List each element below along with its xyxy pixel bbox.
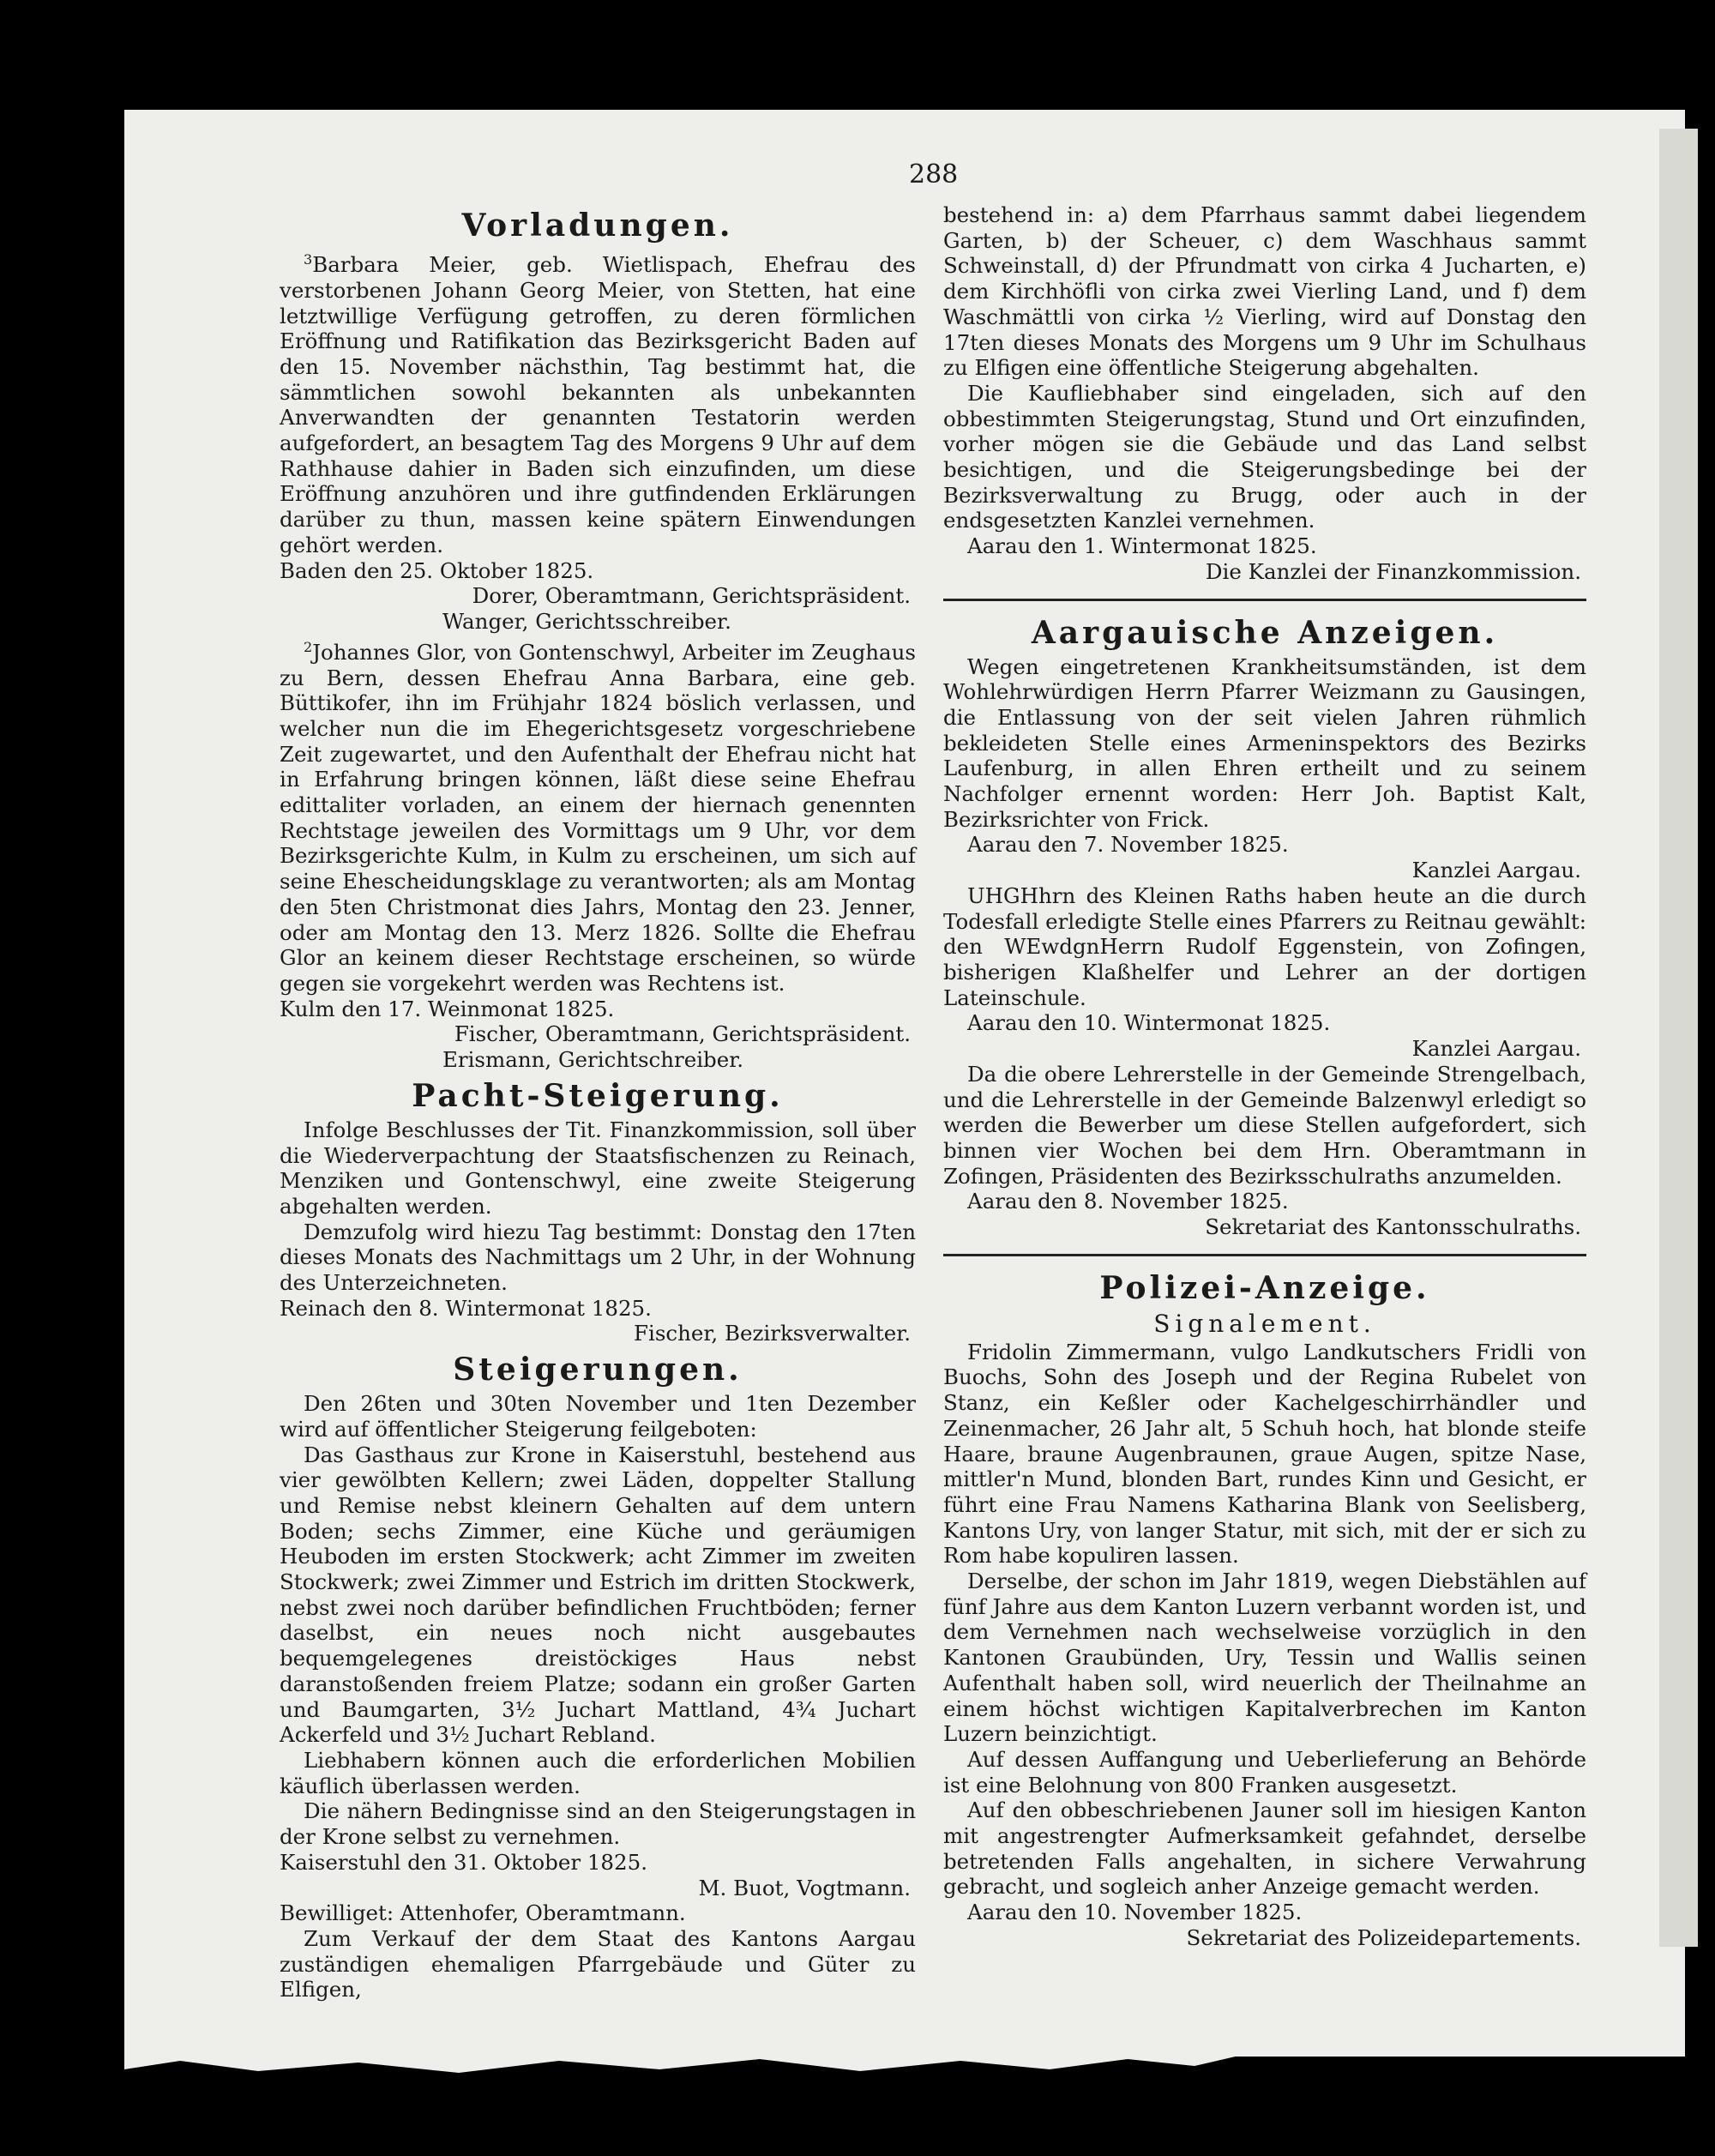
paragraph: Derselbe, der schon im Jahr 1819, wegen Diebstählen auf fünf Jahre aus dem Kanton Luzern verbannt worden ist, und dem Vernehmen nach wechselweise vorzüglich in den Kantonen Graubünden, Ury, Tessin und Wallis seinen Aufenthalt haben soll, wird neuerlich der Theilnahme an einem höchst wichtigen Kapitalverbrechen im Kanton Luzern beinzichtigt.: [943, 1569, 1586, 1747]
section-divider: [943, 599, 1586, 601]
paragraph: UHGHhrn des Kleinen Raths haben heute an die durch Todesfall erledigte Stelle eines Pfarrers zu Reitnau gewählt: den WEwdgnHerrn Rudolf Eggenstein, von Zofingen, bisherigen Klaßhelfer und Lehrer an der dortigen Lateinschule.: [943, 882, 1586, 1010]
dateline: Aarau den 10. Wintermonat 1825.: [967, 1010, 1331, 1036]
heading-steigerungen: Steigerungen.: [453, 1352, 743, 1388]
paragraph: Da die obere Lehrerstelle in der Gemeinde Strengelbach, und die Lehrerstelle in der Gemeinde Balzenwyl erledigt so werden die Bewerber um diese Stellen aufgefordert, sich binnen vier Wochen bei dem Hrn. Oberamtmann in Zofingen, Präsidenten des Bezirksschulraths anzumelden.: [943, 1061, 1586, 1189]
right-column: [943, 202, 1586, 1951]
signature: Wanger, Gerichtsschreiber.: [442, 609, 731, 634]
dateline: Aarau den 1. Wintermonat 1825.: [967, 533, 1317, 559]
dateline: Reinach den 8. Wintermonat 1825.: [280, 1295, 652, 1321]
signature: Dorer, Oberamtmann, Gerichtspräsident.: [472, 583, 911, 609]
notice-text: Barbara Meier, geb. Wietlispach, Ehefrau des verstorbenen Johann Georg Meier, von Stetten, hat eine letztwillige Verfügung getroffen, zu deren förmlichen Eröffnung und Ratifikation das Bezirksgericht Baden auf den 15. November nächsthin, Tag bestimmt hat, die sämmtlichen sowohl bekannten als unbekannten Anverwandten der genannten Testatorin werden aufgefordert, an besagtem Tag des Morgens 9 Uhr auf dem Rathhause dahier in Baden sich einzufinden, um diese Eröffnung anzuhören und ihre gutfindenden Erklärungen darüber zu thun, massen keine spätern Einwendungen gehört werden.: [280, 252, 916, 557]
subheading-signalement: Signalement.: [1153, 1309, 1376, 1338]
signature: Kanzlei Aargau.: [1411, 858, 1581, 883]
heading-pacht-steigerung: Pacht-Steigerung.: [412, 1077, 784, 1114]
paragraph: Fridolin Zimmermann, vulgo Landkutschers Fridli von Buochs, Sohn des Joseph und der Regina Rubelet von Stanz, ein Keßler oder Kachelgeschirrhändler und Zeinenmacher, 26 Jahr alt, 5 Schuh hoch, hat blonde steife Haare, braune Augenbraunen, graue Augen, spitze Nase, mittler'n Mund, blonden Bart, rundes Kinn und Gesicht, er führt eine Frau Namens Katharina Blank von Seelisberg, Kantons Ury, von langer Statur, mit sich, mit der er sich zu Rom habe kopuliren lassen.: [943, 1339, 1586, 1569]
dateline: Baden den 25. Oktober 1825.: [280, 557, 594, 583]
heading-aargauische-anzeigen: Aargauische Anzeigen.: [1031, 614, 1499, 651]
dateline: Aarau den 7. November 1825.: [967, 832, 1289, 858]
next-page-edge: [1659, 129, 1698, 1947]
paragraph: Infolge Beschlusses der Tit. Finanzkommission, soll über die Wiederverpachtung der Staatsfischenzen zu Reinach, Menziken und Gontenschwyl, eine zweite Steigerung abgehalten werden.: [280, 1117, 916, 1219]
paragraph: Den 26ten und 30ten November und 1ten Dezember wird auf öffentlicher Steigerung feilgeboten:: [280, 1391, 916, 1442]
notice-text: Johannes Glor, von Gontenschwyl, Arbeiter im Zeughaus zu Bern, dessen Ehefrau Anna Barbara, eine geb. Büttikofer, ihn im Frühjahr 1824 böslich verlassen, und welcher nun die im Ehegerichtsgesetz vorgeschriebene Zeit zugewartet, und den Aufenthalt der Ehefrau nicht hat in Erfahrung bringen können, läßt diese seine Ehefrau edittaliter vorladen, an einem der hiernach genennten Rechtstage jeweilen des Vormittags um 9 Uhr, vor dem Bezirksgerichte Kulm, in Kulm zu erscheinen, um sich auf seine Ehescheidungsklage zu verantworten; als am Montag den 5ten Christmonat dies Jahrs, Montag den 23. Jenner, oder am Montag den 13. Merz 1826. Sollte die Ehefrau Glor an keinem dieser Rechtstage erscheinen, so würde gegen sie vorgekehrt werden was Rechtens ist.: [280, 639, 916, 996]
dateline: Kaiserstuhl den 31. Oktober 1825.: [280, 1849, 647, 1875]
dateline: Aarau den 8. November 1825.: [967, 1189, 1289, 1214]
notice-meier: [280, 247, 916, 558]
heading-vorladungen: Vorladungen.: [461, 208, 734, 244]
signature: Die Kanzlei der Finanzkommission.: [1205, 558, 1581, 584]
signature: Kanzlei Aargau.: [1411, 1036, 1581, 1062]
footnote-mark: 2: [304, 638, 313, 655]
heading-polizei-anzeige: Polizei-Anzeige.: [1099, 1269, 1430, 1306]
paragraph: Auf dessen Auffangung und Ueberlieferung an Behörde ist eine Belohnung von 800 Franken ausgesetzt.: [943, 1746, 1586, 1798]
dateline: Aarau den 10. November 1825.: [967, 1900, 1303, 1925]
signature: Sekretariat des Polizeidepartements.: [1186, 1924, 1581, 1950]
paragraph: Die nähern Bedingnisse sind an den Steigerungstagen in der Krone selbst zu vernehmen.: [280, 1798, 916, 1850]
signature: Fischer, Bezirksverwalter.: [634, 1321, 911, 1346]
signature: Fischer, Oberamtmann, Gerichtspräsident.: [454, 1021, 911, 1047]
page-number: 288: [909, 160, 959, 190]
signature: M. Buot, Vogtmann.: [698, 1875, 911, 1900]
paragraph: Die Kaufliebhaber sind eingeladen, sich auf den obbestimmten Steigerungstag, Stund und Ort einzufinden, vorher mögen sie die Gebäude und das Land selbst besichtigen, und die Steigerungsbedinge bei der Bezirksverwaltung zu Brugg, oder auch in der endsgesetzten Kanzlei vernehmen.: [943, 380, 1586, 533]
notice-glor: [280, 635, 916, 997]
paragraph: Zum Verkauf der dem Staat des Kantons Aargau zuständigen ehemaligen Pfarrgebäude und Güter zu Elfigen,: [280, 1925, 916, 2002]
torn-bottom-edge: [124, 2045, 1239, 2080]
paragraph: Wegen eingetretenen Krankheitsumständen, ist dem Wohlehrwürdigen Herrn Pfarrer Weizmann zu Gausingen, die Entlassung von der seit vielen Jahren rühmlich bekleideten Stelle eines Armeninspektors des Bezirks Laufenburg, in allen Ehren ertheilt und zu seinem Nachfolger ernennt worden: Herr Joh. Baptist Kalt, Bezirksrichter von Frick.: [943, 653, 1586, 832]
signature: Sekretariat des Kantonsschulraths.: [1205, 1214, 1581, 1240]
approval-line: Bewilliget: Attenhofer, Oberamtmann.: [280, 1900, 686, 1926]
paragraph: Auf den obbeschriebenen Jauner soll im hiesigen Kanton mit angestrengter Aufmerksamkeit gefahndet, derselbe betretenden Falls angehalten, in sichere Verwahrung gebracht, und sogleich anher Anzeige gemacht werden.: [943, 1798, 1586, 1900]
section-divider: [943, 1254, 1586, 1256]
paragraph: Liebhabern können auch die erforderlichen Mobilien käuflich überlassen werden.: [280, 1747, 916, 1798]
footnote-mark: 3: [304, 251, 313, 268]
paragraph: Demzufolg wird hiezu Tag bestimmt: Donstag den 17ten dieses Monats des Nachmittags um 2 Uhr, in der Wohnung des Unterzeichneten.: [280, 1219, 916, 1296]
dateline: Kulm den 17. Weinmonat 1825.: [280, 996, 615, 1021]
left-column: [280, 202, 916, 2002]
signature: Erismann, Gerichtschreiber.: [442, 1047, 744, 1073]
paragraph: bestehend in: a) dem Pfarrhaus sammt dabei liegendem Garten, b) der Scheuer, c) dem Waschhaus sammt Schweinstall, d) der Pfrundmatt von cirka 4 Jucharten, e) dem Kirchhöfli von cirka zwei Vierling Land, und f) dem Waschmättli von cirka ½ Vierling, wird auf Donstag den 17ten dieses Monats des Morgens um 9 Uhr im Schulhaus zu Elfigen eine öffentliche Steigerung abgehalten.: [943, 202, 1586, 381]
paragraph: Das Gasthaus zur Krone in Kaiserstuhl, bestehend aus vier gewölbten Kellern; zwei Läden, doppelter Stallung und Remise nebst kleinern Gehalten auf dem untern Boden; sechs Zimmer, eine Küche und geräumigen Heuboden im ersten Stockwerk; acht Zimmer im zweiten Stockwerk; zwei Zimmer und Estrich im dritten Stockwerk, nebst zwei noch darüber befindlichen Fruchtböden; ferner daselbst, ein neues noch nicht ausgebautes bequemgelegenes dreistöckiges Haus nebst daranstoßenden freiem Platze; sodann ein großer Garten und Baumgarten, 3½ Juchart Mattland, 4¾ Juchart Ackerfeld und 3½ Juchart Rebland.: [280, 1442, 916, 1748]
